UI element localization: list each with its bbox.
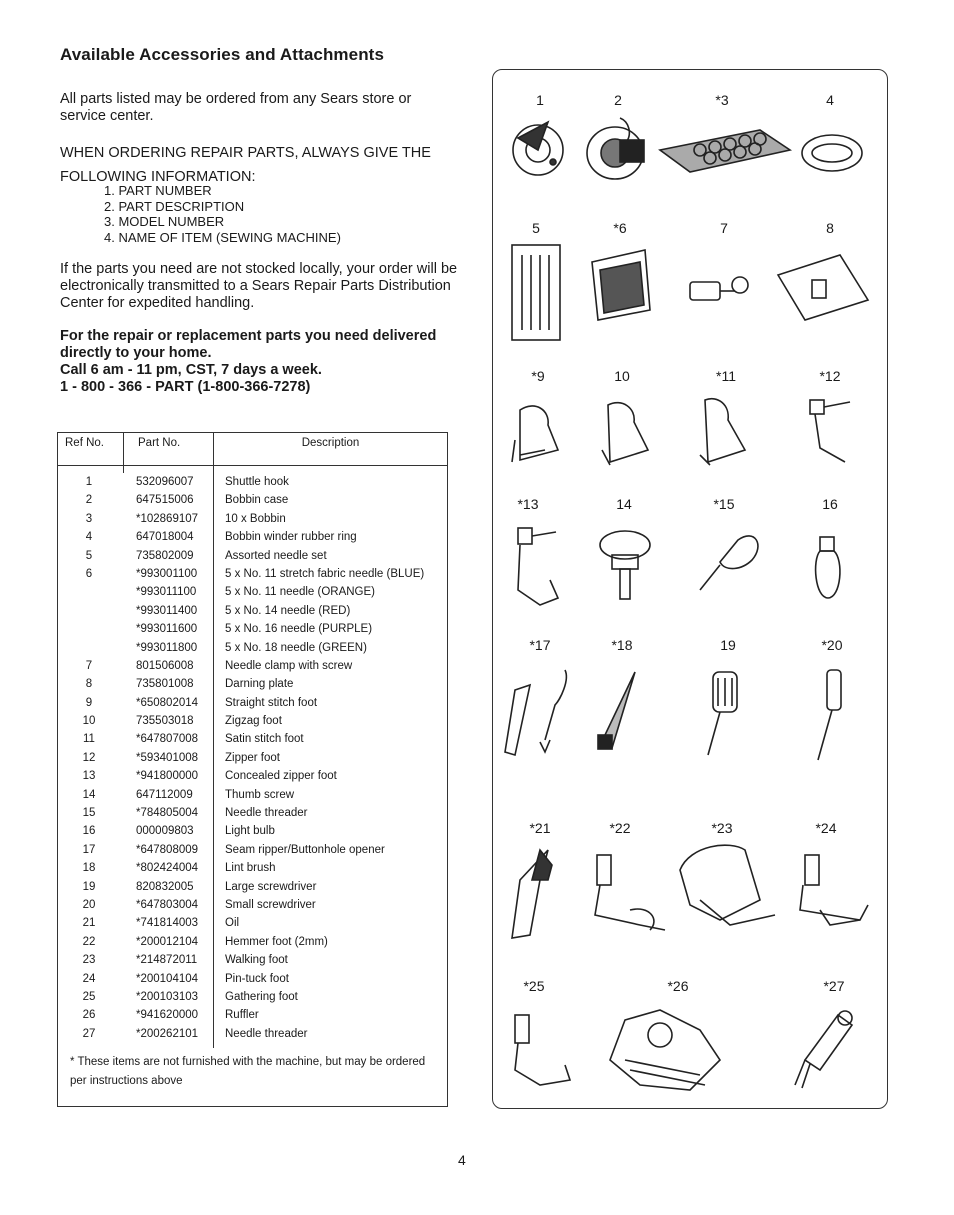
part-number-cell: *741814003 bbox=[136, 917, 199, 930]
ref-cell: 8 bbox=[85, 678, 93, 691]
ref-cell: 5 bbox=[85, 549, 93, 562]
thumb-screw-icon bbox=[600, 531, 650, 599]
step-item: 4. NAME OF ITEM (SEWING MACHINE) bbox=[104, 229, 341, 245]
description-cell: Satin stitch foot bbox=[225, 733, 304, 746]
ref-cell: 27 bbox=[82, 1027, 96, 1040]
ref-cell: 11 bbox=[83, 733, 95, 746]
small-screwdriver-icon bbox=[818, 670, 841, 760]
accessory-label: 16 bbox=[822, 496, 838, 512]
description-cell: Walking foot bbox=[225, 954, 288, 967]
shuttle-hook-icon bbox=[513, 122, 563, 175]
accessory-label: *12 bbox=[819, 368, 841, 384]
description-cell: Concealed zipper foot bbox=[225, 770, 337, 783]
darning-plate-icon bbox=[778, 255, 868, 320]
delivery-line: For the repair or replacement parts you need delivered bbox=[60, 328, 437, 344]
ref-cell: 3 bbox=[85, 512, 93, 525]
part-number-cell: 647515006 bbox=[136, 494, 194, 507]
lint-brush-icon bbox=[598, 672, 635, 749]
ref-cell: 17 bbox=[82, 843, 96, 856]
bobbin-case-icon bbox=[587, 118, 644, 179]
header-desc: Description bbox=[301, 437, 360, 449]
accessory-label: *26 bbox=[667, 978, 689, 994]
step-item: 1. PART NUMBER bbox=[104, 183, 212, 198]
accessory-label: *15 bbox=[713, 496, 735, 512]
part-number-cell: *593401008 bbox=[136, 751, 199, 764]
accessory-label: 2 bbox=[614, 92, 622, 108]
description-cell: Needle threader bbox=[225, 1027, 308, 1040]
accessory-label: *24 bbox=[815, 820, 837, 836]
ref-cell: 23 bbox=[82, 954, 96, 967]
zipper-foot-icon bbox=[810, 400, 850, 462]
part-number-cell: *200012104 bbox=[136, 935, 199, 948]
description-cell: Large screwdriver bbox=[225, 880, 317, 893]
description-cell: Gathering foot bbox=[225, 990, 298, 1003]
description-cell: Needle threader bbox=[225, 807, 308, 820]
accessory-label: *9 bbox=[531, 368, 545, 384]
description-cell: Oil bbox=[225, 917, 240, 930]
description-cell: Zigzag foot bbox=[225, 715, 282, 728]
step-item: 3. MODEL NUMBER bbox=[104, 214, 225, 229]
part-number-cell: 820832005 bbox=[136, 880, 194, 893]
rubber-ring-icon bbox=[802, 135, 862, 171]
ref-cell: 4 bbox=[85, 531, 93, 544]
accessory-label: *25 bbox=[523, 978, 545, 994]
satin-stitch-foot-icon bbox=[700, 399, 745, 465]
ref-cell: 13 bbox=[82, 770, 96, 783]
part-number-cell: *647803004 bbox=[136, 898, 199, 911]
description-cell: Thumb screw bbox=[225, 788, 295, 801]
description-cell: Lint brush bbox=[225, 862, 276, 875]
accessory-label: 5 bbox=[532, 220, 540, 236]
zigzag-foot-icon bbox=[602, 403, 648, 465]
ref-cell: 19 bbox=[82, 880, 96, 893]
needle-threader-icon bbox=[700, 536, 758, 590]
description-cell: Hemmer foot (2mm) bbox=[225, 935, 328, 948]
description-cell: Zipper foot bbox=[225, 751, 280, 764]
part-number-cell: *650802014 bbox=[136, 696, 199, 709]
ref-cell: 16 bbox=[82, 825, 96, 838]
part-number-cell: *941620000 bbox=[136, 1009, 199, 1022]
accessory-label: *21 bbox=[529, 820, 551, 836]
ref-cell: 10 bbox=[82, 715, 96, 728]
ref-cell: 6 bbox=[85, 567, 93, 580]
part-number-cell: *993011100 bbox=[136, 586, 197, 599]
accessory-label: *20 bbox=[821, 637, 843, 653]
needle-set-icon bbox=[512, 245, 560, 340]
description-cell: Darning plate bbox=[225, 678, 294, 691]
header-ref: Ref No. bbox=[65, 437, 104, 449]
ref-cell: 1 bbox=[85, 476, 93, 488]
ref-cell: 22 bbox=[82, 935, 96, 948]
accessory-label: 7 bbox=[720, 220, 728, 236]
page-title: Available Accessories and Attachments bbox=[60, 45, 384, 64]
description-cell: 5 x No. 14 needle (RED) bbox=[225, 604, 351, 617]
needle-clamp-icon bbox=[690, 277, 748, 300]
part-number-cell: *200262101 bbox=[136, 1027, 199, 1040]
step-item: 2. PART DESCRIPTION bbox=[104, 198, 245, 214]
accessory-label: 10 bbox=[614, 368, 630, 384]
header-part: Part No. bbox=[138, 437, 181, 449]
light-bulb-icon bbox=[816, 537, 840, 598]
part-number-cell: 000009803 bbox=[136, 825, 194, 838]
needle-threader-2-icon bbox=[795, 1011, 852, 1088]
accessory-label: *6 bbox=[613, 220, 627, 236]
concealed-zipper-foot-icon bbox=[518, 528, 558, 605]
accessory-label: *3 bbox=[715, 92, 729, 108]
part-number-cell: *993011800 bbox=[136, 641, 198, 654]
accessory-label: *22 bbox=[609, 820, 631, 836]
delivery-line: Call 6 am - 11 pm, CST, 7 days a week. bbox=[60, 362, 322, 378]
bobbins-icon bbox=[660, 130, 790, 172]
description-cell: Pin-tuck foot bbox=[225, 972, 289, 985]
part-number-cell: *784805004 bbox=[136, 807, 199, 820]
part-number-cell: *993001100 bbox=[136, 567, 198, 580]
phone-number: 1 - 800 - 366 - PART (1-800-366-7278) bbox=[60, 379, 311, 395]
accessory-label: 8 bbox=[826, 220, 834, 236]
description-cell: Light bulb bbox=[225, 825, 275, 838]
accessory-label: *17 bbox=[529, 637, 551, 653]
description-cell: 5 x No. 16 needle (PURPLE) bbox=[225, 623, 373, 636]
hemmer-foot-icon bbox=[595, 855, 665, 930]
accessory-label: *13 bbox=[517, 496, 539, 512]
description-cell: Straight stitch foot bbox=[225, 696, 318, 709]
gathering-foot-icon bbox=[515, 1015, 570, 1085]
ref-cell: 15 bbox=[82, 807, 96, 820]
delivery-line: directly to your home. bbox=[60, 345, 212, 361]
accessory-label: *27 bbox=[823, 978, 845, 994]
straight-stitch-foot-icon bbox=[512, 406, 558, 462]
part-number-cell: *647808009 bbox=[136, 843, 199, 856]
part-number-cell: *993011400 bbox=[136, 604, 198, 617]
accessory-label: *23 bbox=[711, 820, 733, 836]
ref-cell: 25 bbox=[82, 990, 96, 1003]
part-number-cell: *802424004 bbox=[136, 862, 199, 875]
part-number-cell: 647018004 bbox=[136, 531, 194, 544]
part-number-cell: 801506008 bbox=[136, 659, 194, 672]
description-cell: Bobbin winder rubber ring bbox=[225, 531, 357, 544]
stock-paragraph: If the parts you need are not stocked locally, your order will be electronically transmitted to a Sears Repair Parts Distribution Center for expedited handling. bbox=[60, 261, 458, 311]
part-number-cell: *993011600 bbox=[136, 623, 198, 636]
description-cell: Shuttle hook bbox=[225, 476, 289, 488]
part-number-cell: *214872011 bbox=[136, 954, 198, 967]
description-cell: Assorted needle set bbox=[225, 549, 327, 562]
part-number-cell: *200103103 bbox=[136, 990, 199, 1003]
part-number-cell: 735503018 bbox=[136, 715, 194, 728]
ref-cell: 20 bbox=[82, 898, 96, 911]
seam-ripper-icon bbox=[505, 670, 566, 755]
pin-tuck-foot-icon bbox=[800, 855, 868, 925]
large-screwdriver-icon bbox=[708, 672, 737, 755]
accessory-label: *18 bbox=[611, 637, 633, 653]
walking-foot-icon bbox=[680, 845, 775, 925]
description-cell: Needle clamp with screw bbox=[225, 659, 353, 672]
ref-cell: 14 bbox=[82, 788, 96, 801]
ref-cell: 2 bbox=[85, 494, 93, 507]
accessory-label: 1 bbox=[536, 92, 544, 108]
description-cell: Ruffler bbox=[225, 1009, 259, 1022]
accessory-label: 14 bbox=[616, 496, 632, 512]
ref-cell: 24 bbox=[82, 972, 96, 985]
description-cell: Seam ripper/Buttonhole opener bbox=[225, 843, 385, 856]
description-cell: Bobbin case bbox=[225, 494, 289, 507]
part-number-cell: *647807008 bbox=[136, 733, 199, 746]
oil-icon bbox=[512, 850, 552, 938]
page-number: 4 bbox=[458, 1152, 466, 1168]
description-cell: 5 x No. 18 needle (GREEN) bbox=[225, 641, 367, 654]
footnote: * These items are not furnished with the machine, but may be ordered per instructions above bbox=[70, 1056, 426, 1087]
needle-pack-icon bbox=[592, 250, 650, 320]
accessory-label: 4 bbox=[826, 92, 834, 108]
ref-cell: 26 bbox=[82, 1009, 96, 1022]
intro-paragraph: All parts listed may be ordered from any Sears store or service center. bbox=[60, 91, 412, 124]
ref-cell: 21 bbox=[82, 917, 96, 930]
description-cell: 10 x Bobbin bbox=[225, 512, 286, 525]
description-cell: 5 x No. 11 needle (ORANGE) bbox=[225, 586, 375, 599]
part-number-cell: 532096007 bbox=[136, 476, 194, 488]
ref-cell: 18 bbox=[82, 862, 96, 875]
part-number-cell: *941800000 bbox=[136, 770, 199, 783]
description-cell: Small screwdriver bbox=[225, 898, 316, 911]
part-number-cell: 735802009 bbox=[136, 549, 194, 562]
part-number-cell: *102869107 bbox=[136, 512, 199, 525]
accessory-label: *11 bbox=[716, 368, 736, 384]
ref-cell: 9 bbox=[85, 696, 93, 709]
ruffler-icon bbox=[610, 1010, 720, 1090]
accessory-label: 19 bbox=[720, 637, 736, 653]
part-number-cell: *200104104 bbox=[136, 972, 199, 985]
ref-cell: 7 bbox=[85, 659, 93, 672]
part-number-cell: 647112009 bbox=[136, 788, 193, 801]
part-number-cell: 735801008 bbox=[136, 678, 194, 691]
ordering-instructions: WHEN ORDERING REPAIR PARTS, ALWAYS GIVE THE FOLLOWING INFORMATION: bbox=[60, 145, 431, 185]
description-cell: 5 x No. 11 stretch fabric needle (BLUE) bbox=[225, 567, 425, 580]
ref-cell: 12 bbox=[82, 751, 96, 764]
